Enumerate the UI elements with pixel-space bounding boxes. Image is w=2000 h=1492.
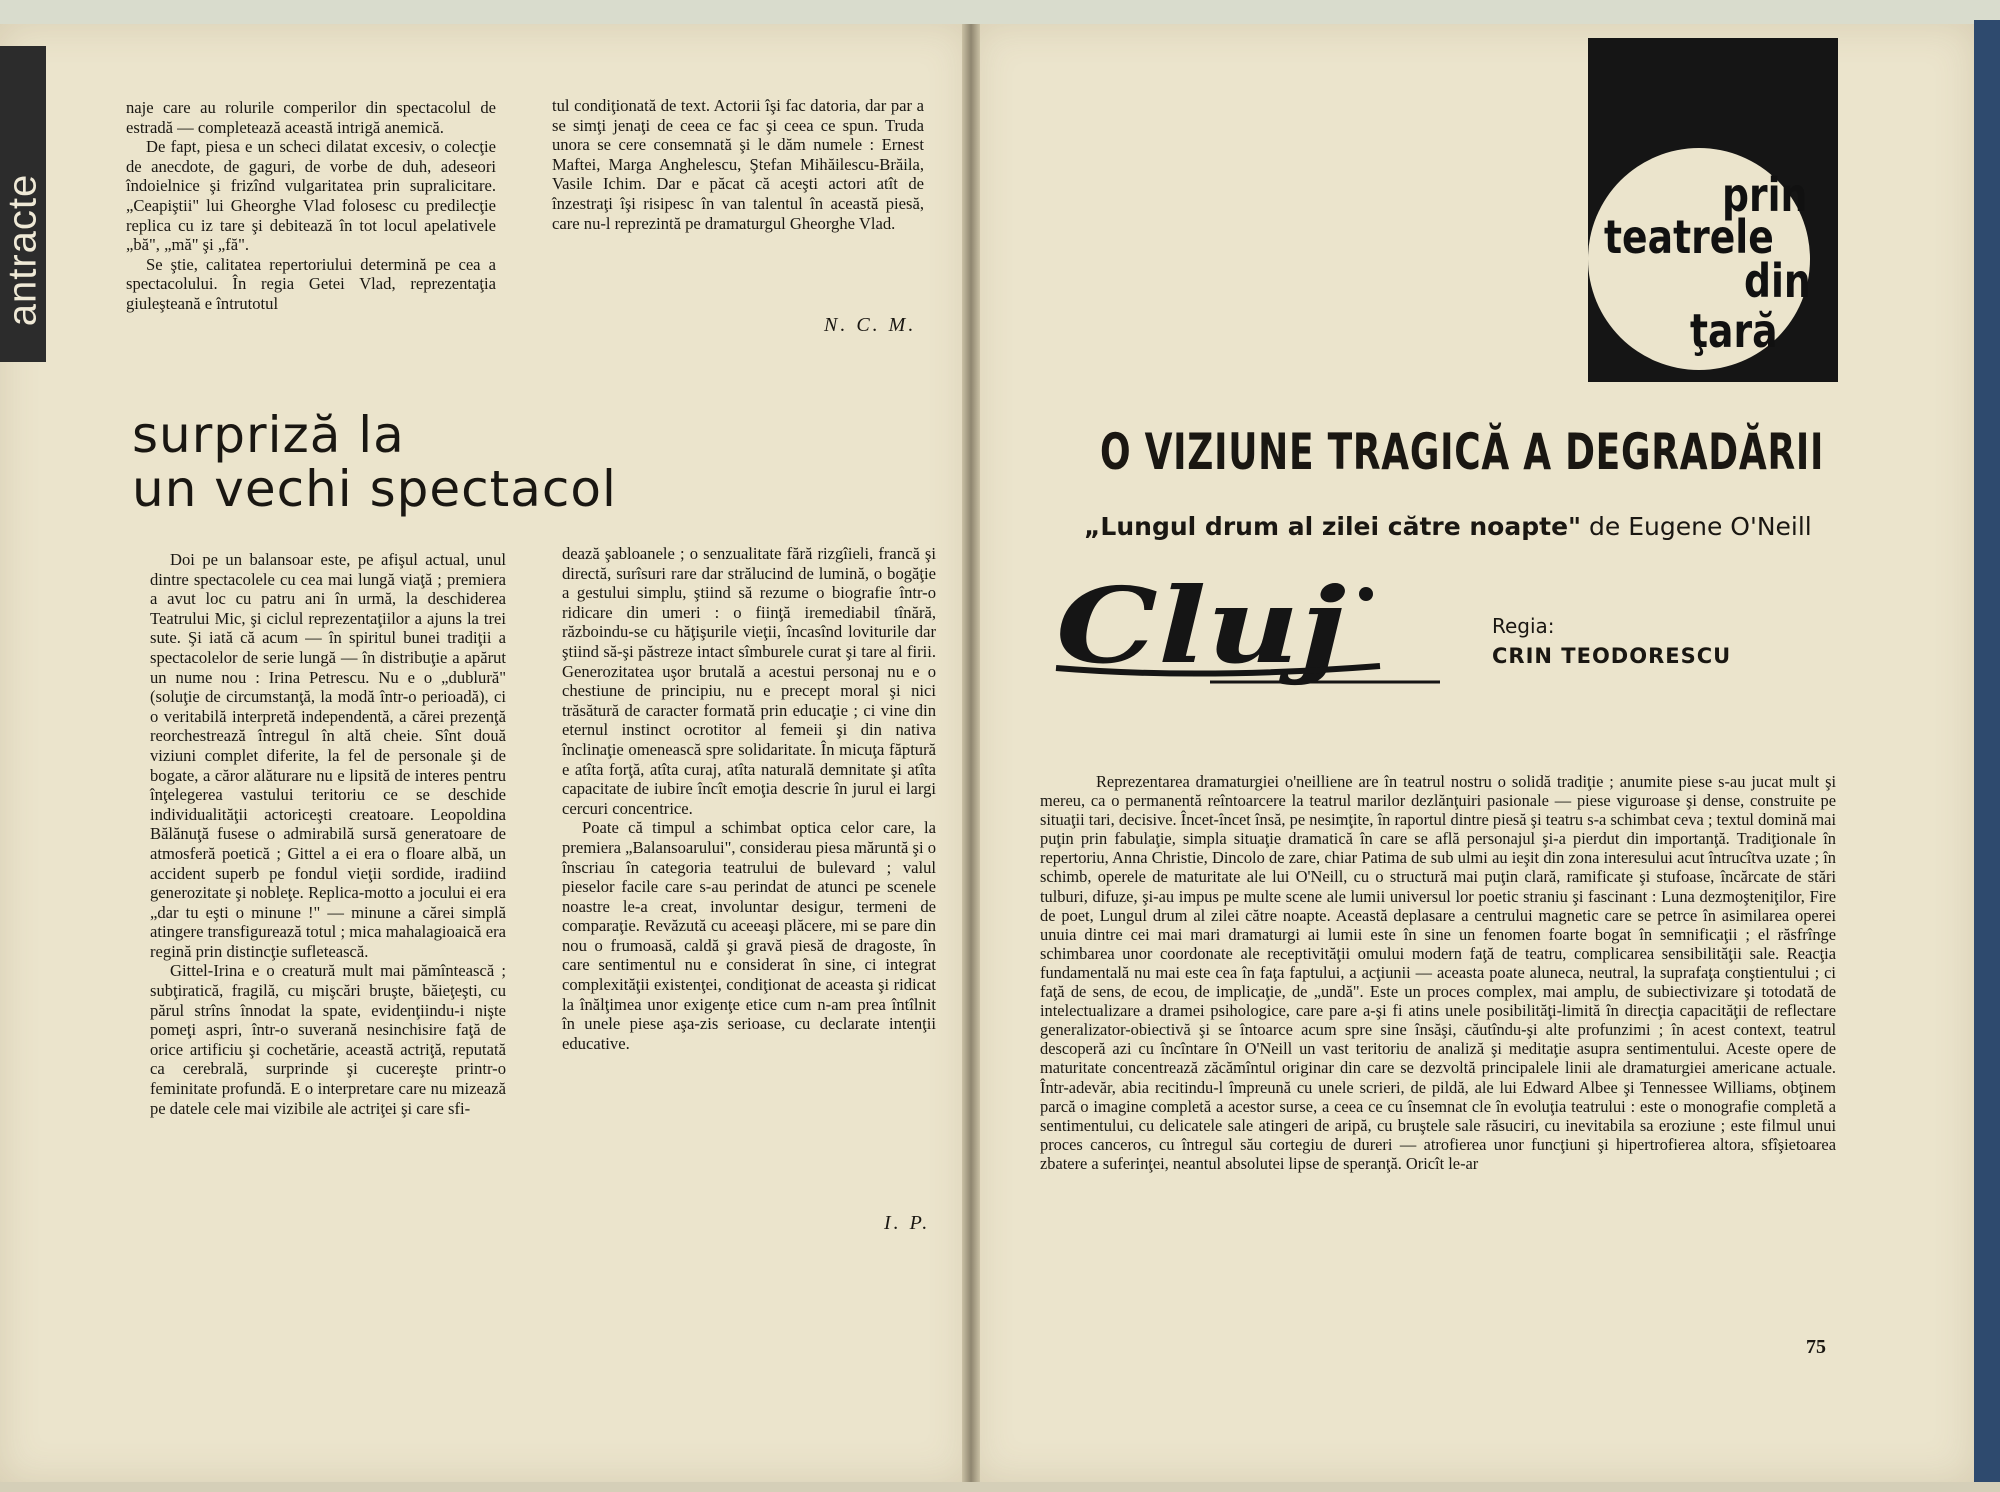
- section-badge-word: prin: [1722, 168, 1808, 222]
- left-bottom-column-1: [150, 550, 506, 1118]
- book-spine: [962, 24, 980, 1482]
- paragraph: dează şabloanele ; o senzualitate fără rizgîieli, francă şi directă, surîsuri rare dar strălucind de lumină, o bogăţie a gestului simplu, ştiind să rezume o biografie într-o ridicare din umeri : o fiinţă iremediabil tînără, războindu-se cu hăţişurile vieţii, încasînd loviturile dar ştiind să-şi păstreze intact sîmburele curat şi tare al firii. Generozitatea uşor brutală a acestui personaj nu e o chestiune de principiu, nu e precept moral şi nici trăsătură de caracter formată prin educaţie ; ci vine din eternul instinct ocrotitor al femeii şi din nativa înclinaţie omenească spre solidaritate. În micuţa făptură e atîta forţă, atîta curaj, atîta naturală demnitate şi atîta capacitate de iubire încît emoţia descrie în jurul ei largi cercuri concentrice.: [562, 544, 936, 818]
- scan-top-border: [0, 0, 2000, 24]
- author-initials-top: N. C. M.: [824, 314, 917, 336]
- paragraph: Doi pe un balansoar este, pe afişul actual, unul dintre spectacolele cu cea mai lungă viaţă ; premiera a avut loc cu patru ani în urmă, la deschiderea Teatrului Mic, şi ciclul reprezentaţiilor a ajuns la trei sute. Şi iată că acum — în spiritul bunei tradiţii a spectacolelor de serie lungă — în distribuţie a apărut un nume nou : Irina Petrescu. Nu e o „dublură" (soluţie de circumstanţă, la modă într-o perioadă), ci o veritabilă interpretă independentă, a cărei prezenţă reorchestrează întregul în altă cheie. Sînt două viziuni complet diferite, la fel de personale şi de bogate, a căror alăturare nu e lipsită de interes pentru înţelegerea vastului teritoriu ce se deschide individualităţii actoriceşti creatoare. Leopoldina Bălănuţă fusese o admirabilă sursă generatoare de atmosferă poetică ; Gittel a ei era o floare albă, un accident superb pe fondul vieţii sordide, iradiind generozitate şi nobleţe. Replica-motto a jocului ei era „dar tu eşti o minune !" — minune a cărei simplă atingere transfigurează totul ; mica mahalagioaică era regină prin distincţie sufletească.: [150, 550, 506, 961]
- article-heading: [132, 408, 617, 516]
- article-title: O VIZIUNE TRAGICĂ A DEGRADĂRII: [1100, 423, 1825, 481]
- left-top-column-1: [126, 98, 496, 314]
- article-heading-line-2: un vechi spectacol: [132, 460, 617, 518]
- paragraph: Poate că timpul a schimbat optica celor care, la premiera „Balansoarului", considerau piesa măruntă şi o înscriau în categoria teatrului de bulevard ; valul pieselor facile care s-au perindat de atunci pe scenele noastre le-a creat, involuntar desigur, termeni de comparaţie. Revăzută cu aceeaşi plăcere, mi se pare din nou o frumoasă, caldă şi gravă piesă de dragoste, în care sentimentul nu e considerat în sine, ci integrat complexităţii existenţei, condiţionat de aceasta şi ridicat la înălţimea unor exigenţe etice cum n-am prea întîlnit în unele piese aşa-zis serioase, cu declarate intenţii educative.: [562, 818, 937, 1053]
- section-badge-word: teatrele: [1604, 210, 1774, 264]
- author-initials-bottom: I. P.: [884, 1212, 931, 1234]
- page-number: 75: [1806, 1336, 1826, 1358]
- city-logo: [1050, 570, 1450, 690]
- play-author: de Eugene O'Neill: [1581, 512, 1812, 541]
- section-tab-label: antracte: [0, 173, 45, 327]
- book-cover-edge: [1974, 20, 2000, 1492]
- paragraph: Reprezentarea dramaturgiei o'neilliene are în teatrul nostru o solidă tradiţie ; anumite piese s-au jucat mult şi mereu, ca o permanentă reîntoarcere la teatrul marilor dezlănţuiri pasionale — piese viguroase şi dense, construite pe situaţii tari, decisive. Încet-încet însă, pe nesimţite, în raportul dintre piesă şi teatru s-a schimbat ceva ; textul domină mai puţin prin fabulaţie, simpla situaţie dramatică în care se află personajul şi-a pierdut din importanţă. Tradiţionale în repertoriu, Anna Christie, Dincolo de zare, chiar Patima de sub ulmi au ieşit din zona interesului acut întrucîtva uzate ; în schimb, operele de maturitate ale lui O'Neill, cu o structură mai puţin clară, ramificate şi stufoase, încărcate de stări tulburi, difuze, şi-au impus pe multe scene ale lumii universul lor poetic straniu şi fascinant : Luna dezmoşteniţilor, Fire de poet, Lungul drum al zilei către noapte. Această deplasare a centrului magnetic care se petrce în asimilarea operei unuia dintre cei mai mari dramaturgi ai lumii este în sine un fenomen foarte bogat în semnificaţii ; el răsfrînge schimbarea unor coordonate ale receptivităţii omului modern faţă de teatru, complicarea sensibilităţii sale. Reacţia fundamentală nu mai este cea în faţa faptului, a acţiunii — aceasta poate aluneca, neutral, la suprafaţa conştientului ; ci faţă de sens, de ecou, de implicaţie, de „undă". Este un proces complex, mai amplu, de subiectivizare şi totodată de intelectualizare a dramei psihologice, care pare a-şi fi atins unele posibilităţi-limită în direcţia capacităţii de reflectare generalizator-obiectivă şi se întoarce acum spre sine însăşi, căutîndu-şi alte profunzimi ; în acest context, teatrul descoperă azi cu încîntare în O'Neill un vast teritoriu de analiză şi meditaţie asupra sentimentului. Aceste opere de maturitate concentrează zăcămîntul originar din care se dezvoltă principalele linii ale dramaturgiei americane actuale. Într-adevăr, abia recitindu-l împreună cu unele scrieri, de pildă, ale lui Edward Albee şi Tennessee Williams, obţinem parcă o imagine completă a acestor surse, a ceea ce cu însemnat cle în evoluţia teatrului : este o monografie completă a sentimentului, cu delicatele sale atingeri de aripă, cu bruştele sale răsuciri, cu inevitabila sa eroziune ; este filmul unui proces canceros, cu întregul său cortegiu de dureri — atrofierea unor funcţiuni şi hipertrofierea altora, sfîşietoarea zbatere a suferinţei, neantul absolutei lipse de speranţă. Oricît le-ar: [1040, 772, 1836, 1173]
- city-logo-text: Cluj: [1056, 570, 1346, 687]
- paragraph: Se ştie, calitatea repertoriului determină pe cea a spectacolului. În regia Getei Vlad, reprezentaţia giuleşteană e întrutotul: [126, 254, 496, 313]
- article-heading-line-1: surpriză la: [132, 406, 405, 464]
- paragraph: naje care au rolurile comperilor din spectacolul de estradă — completează această intrigă anemică.: [126, 98, 496, 137]
- scan-bottom-border: [0, 1482, 2000, 1492]
- left-top-column-2: [552, 96, 924, 233]
- section-badge-word: ţară: [1690, 304, 1778, 358]
- left-bottom-column-2: [562, 544, 936, 1053]
- right-body-text: [1040, 772, 1836, 1173]
- play-title: „Lungul drum al zilei către noapte": [1084, 512, 1582, 541]
- paragraph: tul condiţionată de text. Actorii îşi fac datoria, dar par a se simţi jenaţi de ceea ce fac şi ceea ce spun. Truda unora se cere consemnată şi le dăm numele : Ernest Maftei, Marga Anghelescu, Ştefan Mihăilescu-Brăila, Vasile Ichim. Dar e păcat că aceşti actori atît de înzestraţi îşi risipesc în van talentul în această piesă, care nu-l reprezintă pe dramaturgul Gheorghe Vlad.: [552, 96, 924, 233]
- article-subtitle: [1084, 512, 1812, 542]
- director-name: CRIN TEODORESCU: [1492, 644, 1732, 668]
- director-label: Regia:: [1492, 614, 1555, 638]
- section-badge-word: din: [1744, 254, 1811, 308]
- paragraph: Gittel-Irina e o creatură mult mai pămîntească ; subţiratică, fragilă, cu mişcări bruşte, băieţeşti, cu părul strîns înnodat la spate, evidenţiindu-i nişte pomeţi aspri, într-o suverană nesinchisire faţă de orice artificiu şi cochetărie, această actriţă, reputată ca cerebrală, surprinde şi cucereşte printr-o feminitate profundă. E o interpretare care nu mizează pe datele cele mai vizibile ale actriţei şi care sfi-: [150, 961, 506, 1118]
- section-tab: [0, 46, 46, 362]
- paragraph: De fapt, piesa e un scheci dilatat excesiv, o colecţie de anecdote, de gaguri, de vorbe de duh, adeseori îndoielnice şi frizînd vulgaritatea prin supralicitare. „Ceapiştii" lui Gheorghe Vlad folosesc cu predilecţie replica cu iz tare şi debitează în tot locul apelativele „bă", „mă" şi „fă".: [126, 137, 496, 255]
